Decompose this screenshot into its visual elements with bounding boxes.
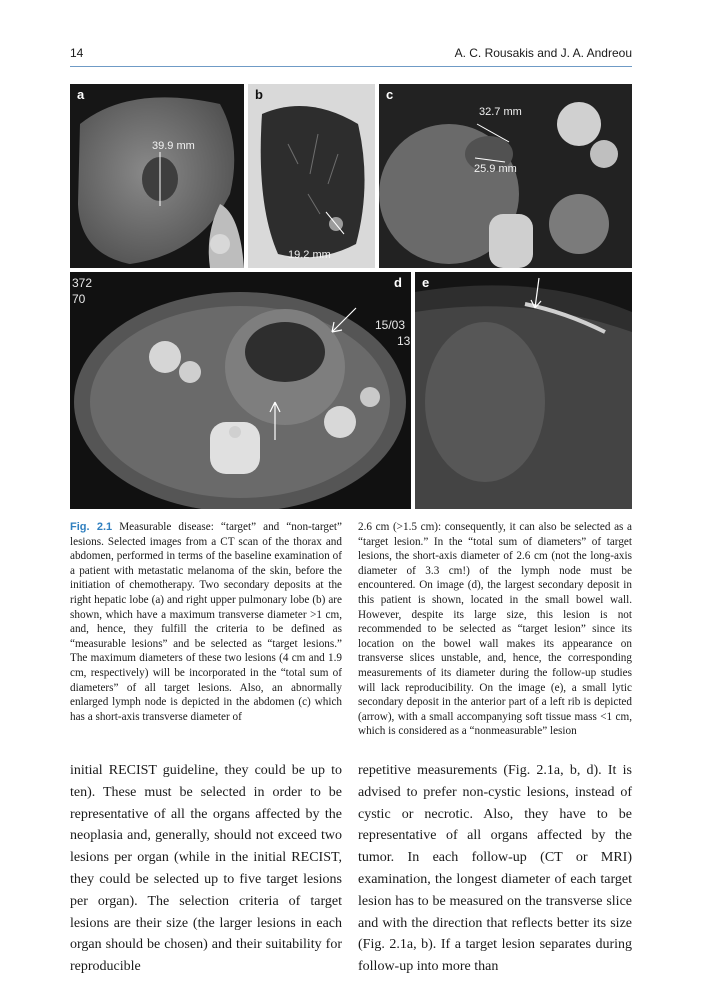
figure-panel-c (379, 84, 632, 268)
header-rule (70, 66, 632, 67)
body-text-right-column (358, 760, 632, 978)
body-paragraph-right: repetitive measurements (Fig. 2.1a, b, d). It is advised to prefer non-cystic lesions, instead of cystic or necrotic. Also, they have to be representative of all organs affected by the tumor. In each follow-up (CT or MRI) examination, the longest diameter of each target lesion has to be measured on the transverse slice and with the direction that reflects better its size (Fig. 2.1a, b). If a target lesion separates during follow-up into more than (358, 763, 632, 975)
figure-panel-b (248, 84, 375, 268)
ct-overlay-text-2: 70 (72, 292, 86, 306)
page-header (70, 42, 632, 66)
page-number: 14 (70, 46, 84, 60)
panel-letter-e: e (422, 275, 430, 290)
figure-label: Fig. 2.1 (70, 521, 113, 533)
ct-overlay-text-3: 15/03 (375, 318, 406, 332)
measurement-label-c1: 32.7 mm (479, 106, 522, 118)
measurement-label-c2: 25.9 mm (474, 163, 517, 175)
figure-caption-left (70, 520, 342, 724)
measurement-label-b: 19.2 mm (288, 249, 331, 261)
figure-panel-e (415, 272, 632, 509)
figure-caption-right (358, 520, 632, 739)
figure-panel-d (70, 272, 411, 509)
rib-ct-image (415, 272, 632, 509)
caption-text-left: Measurable disease: “target” and “non-target” lesions. Selected images from a CT scan of the thorax and abdomen, performed in terms of the baseline examination of a patient with metastatic melanoma of the skin, before the initiation of chemotherapy. Two secondary deposits at the right hepatic lobe (a) and right upper pulmonary lobe (b) are shown, which have a maximum transverse diameter >1 cm, and, hence, they fulfill the criteria to be defined as “measurable lesions” and be selected as “target lesions.” The maximum diameters of these two lesions (4 cm and 1.9 cm, respectively) will be incorporated in the “total sum of diameters” of all target lesions. Also, an abnormally enlarged lymph node is depicted in the abdomen (c) which has a short-axis transverse diameter of (70, 521, 342, 723)
panel-letter-a: a (77, 87, 85, 102)
bowel-ct-image (70, 272, 411, 509)
panel-letter-c: c (386, 87, 394, 102)
ct-overlay-text-4: 13 (397, 334, 411, 348)
body-paragraph-left: initial RECIST guideline, they could be up to ten). These must be selected in order to be representative of all the organs affected by the neoplasia and, generally, should not exceed two lesions per organ (while in the initial RECIST, they could be selected up to five target lesions per organ). The selection criteria of target lesions are their size (the larger lesions in each organ should be chosen) and their suitability for reproducible (70, 763, 342, 975)
ct-overlay-text-1: 372 (72, 276, 93, 290)
caption-text-right: 2.6 cm (>1.5 cm): consequently, it can also be selected as a “target lesion.” In the “total sum of diameters” of target lesions, the short-axis diameter of 2.6 cm (not the long-axis diameter of 3.3 cm!) of the lymph node must be encountered. On image (d), the largest secondary deposit in this patient is shown, located in the small bowel wall. However, despite its large size, this lesion is not recommended to be selected as “target lesion” since its location on the bowel wall makes its appearance on transverse slices unstable, and, hence, the corresponding measurements of its diameter during the follow-up studies will lack reproducibility. On the image (e), a small lytic secondary deposit in the anterior part of a left rib is depicted (arrow), with a small accompanying soft tissue mass <1 cm, which is considered as a “nonmeasurable” lesion (358, 521, 632, 738)
panel-letter-b: b (255, 87, 263, 102)
figure-panel-a (70, 84, 244, 268)
measurement-label-a: 39.9 mm (152, 140, 195, 152)
running-head: A. C. Rousakis and J. A. Andreou (454, 46, 632, 60)
lung-ct-image (248, 84, 375, 268)
panel-letter-d: d (394, 275, 402, 290)
liver-ct-image (70, 84, 244, 268)
body-text-left-column (70, 760, 342, 978)
